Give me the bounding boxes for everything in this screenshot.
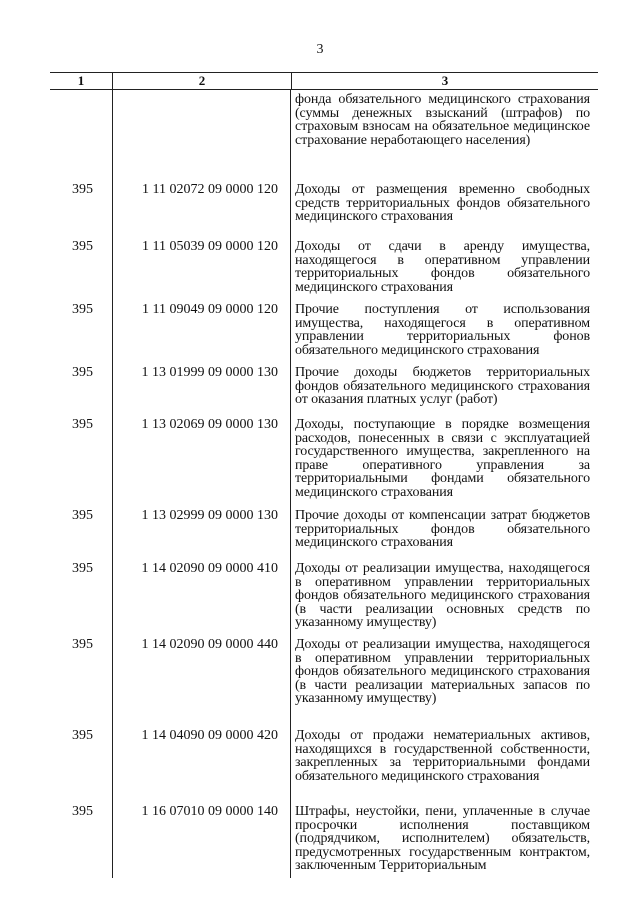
table-row <box>50 798 598 878</box>
description-text: фонда обязательного медицинского страхования (суммы денежных взысканий (штрафов) по страховым взносам на обязательное медицинское страхование неработающего населения) <box>295 92 590 148</box>
revenue-codes-table <box>50 72 598 878</box>
budget-code-cell: 1 14 04090 09 0000 420 <box>112 722 290 798</box>
table-row <box>50 176 598 233</box>
description-text: Прочие доходы от компенсации затрат бюджетов территориальных фондов обязательного медицинского страхования <box>295 508 590 551</box>
table-row <box>50 411 598 502</box>
description-cell <box>290 722 596 798</box>
description-text: Штрафы, неустойки, пени, уплаченные в случае просрочки исполнения поставщиком (подрядчиком, исполнителем) обязательств, предусмотренных государственным контрактом, заключенным Территориальным <box>295 804 590 874</box>
budget-code-cell <box>112 90 290 176</box>
admin-code-cell: 395 <box>72 365 93 380</box>
admin-code-cell: 395 <box>72 508 93 523</box>
budget-code-cell: 1 13 01999 09 0000 130 <box>112 359 290 411</box>
budget-code-cell: 1 13 02999 09 0000 130 <box>112 502 290 555</box>
description-text: Прочие доходы бюджетов территориальных фондов обязательного медицинского страхования от оказания платных услуг (работ) <box>295 365 590 408</box>
admin-code-cell: 395 <box>72 302 93 317</box>
admin-code-cell: 395 <box>72 417 93 432</box>
admin-code-cell: 395 <box>72 804 93 819</box>
admin-code-cell: 395 <box>72 239 93 254</box>
description-cell <box>290 411 596 502</box>
description-text: Доходы от реализации имущества, находящегося в оперативном управлении территориальных фондов обязательного медицинского страхования (в части реализации материальных запасов по указанному имуществу) <box>295 637 590 707</box>
description-cell <box>290 798 596 878</box>
description-cell <box>290 631 596 722</box>
budget-code-cell: 1 13 02069 09 0000 130 <box>112 411 290 502</box>
description-cell <box>290 233 596 296</box>
description-cell <box>290 90 596 176</box>
header-col-2: 2 <box>112 73 291 89</box>
table-row <box>50 555 598 631</box>
description-text: Доходы от продажи нематериальных активов, находящихся в государственной собственности, закрепленных за территориальными фондами обязательного медицинского страхования <box>295 728 590 784</box>
budget-code-cell: 1 11 09049 09 0000 120 <box>112 296 290 359</box>
description-text: Доходы от реализации имущества, находящегося в оперативном управлении территориальных фондов обязательного медицинского страхования (в части реализации основных средств по указанному имуществу) <box>295 561 590 631</box>
budget-code-cell: 1 11 05039 09 0000 120 <box>112 233 290 296</box>
description-text: Доходы от размещения временно свободных средств территориальных фондов обязательного медицинского страхования <box>295 182 590 225</box>
header-col-1: 1 <box>77 73 85 88</box>
table-body <box>50 90 598 878</box>
table-row <box>50 502 598 555</box>
table-header <box>50 72 598 90</box>
description-text: Прочие поступления от использования имущества, находящегося в оперативном управлении территориальных фонов обязательного медицинского страхования <box>295 302 590 358</box>
budget-code-cell: 1 16 07010 09 0000 140 <box>112 798 290 878</box>
description-cell <box>290 296 596 359</box>
budget-code-cell: 1 11 02072 09 0000 120 <box>112 176 290 233</box>
description-cell <box>290 555 596 631</box>
table-row <box>50 90 598 176</box>
page-number: 3 <box>316 42 324 57</box>
admin-code-cell: 395 <box>72 561 93 576</box>
description-cell <box>290 359 596 411</box>
table-row <box>50 359 598 411</box>
table-row <box>50 233 598 296</box>
description-text: Доходы, поступающие в порядке возмещения расходов, понесенных в связи с эксплуатацией государственного имущества, закрепленного на праве оперативного управления за территориальными фондами обязательного медицинского страхования <box>295 417 590 500</box>
table-row <box>50 722 598 798</box>
budget-code-cell: 1 14 02090 09 0000 440 <box>112 631 290 722</box>
table-row <box>50 296 598 359</box>
budget-code-cell: 1 14 02090 09 0000 410 <box>112 555 290 631</box>
description-cell <box>290 176 596 233</box>
table-row <box>50 631 598 722</box>
admin-code-cell: 395 <box>72 637 93 652</box>
admin-code-cell <box>50 90 112 176</box>
header-col-3: 3 <box>291 73 598 89</box>
description-text: Доходы от сдачи в аренду имущества, находящегося в оперативном управлении территориальных фондов обязательного медицинского страхования <box>295 239 590 295</box>
description-cell <box>290 502 596 555</box>
admin-code-cell: 395 <box>72 728 93 743</box>
admin-code-cell: 395 <box>72 182 93 197</box>
